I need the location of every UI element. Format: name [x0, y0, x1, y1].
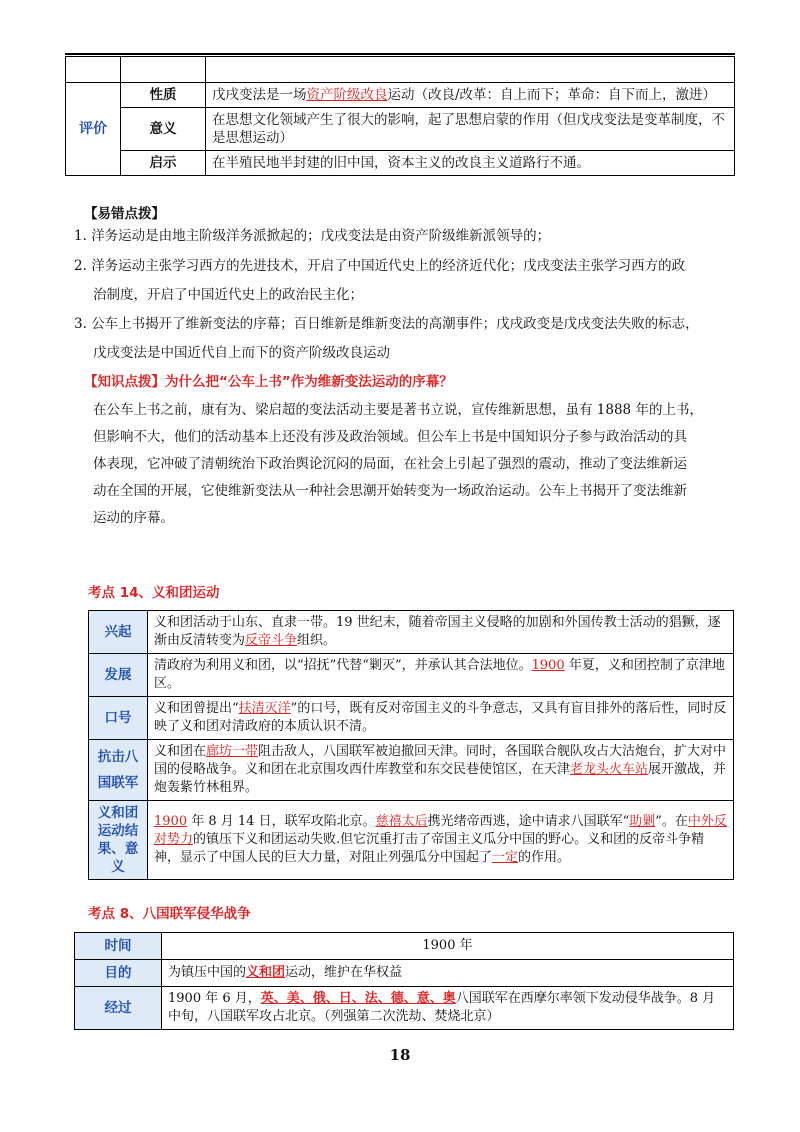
- section14-title: 考点 14、义和团运动: [88, 585, 220, 601]
- top-rule: [65, 53, 735, 55]
- table-row: 时间 1900 年: [75, 933, 734, 960]
- table-row: [66, 57, 735, 83]
- eval-nature-cell: 戊戌变法是一场资产阶级改良运动（改良/改革：自上而下；革命：自下而上，激进）: [206, 83, 735, 108]
- eval-group-label: 评价: [66, 83, 121, 176]
- knowledge-title: 【知识点拨】为什么把“公车上书”作为维新变法运动的序幕？: [84, 374, 453, 390]
- table-row: 义和团运动结果、意义 1900 年 8 月 14 日，联军攻陷北京。慈禧太后携光绪帝西逃，途中请求八国联军“助剿”。在中外反对势力的镇压下义和团运动失败.但它沉重打击了帝国主义瓜分中国的野心。义和团的反帝斗争精神，显示了中国人民的巨大力量，对阻止列强瓜分中国起了一定的作用。: [89, 801, 734, 880]
- table-row: 兴起 义和团活动于山东、直隶一带。19 世纪末，随着帝国主义侵略的加剧和外国传教士活动的猖獗，逐渐由反清转变为反帝斗争组织。: [89, 611, 734, 654]
- table-row: 目的 为镇压中国的义和团运动，维护在华权益: [75, 960, 734, 987]
- table-row: [66, 151, 735, 176]
- eval-significance-cell: 在思想文化领域产生了很大的影响，起了思想启蒙的作用（但戊戌变法是变革制度，不是思想运动）: [206, 108, 735, 151]
- error-item-2-cont: 治制度，开启了中国近代史上的政治民主化；: [93, 287, 363, 303]
- error-item-1: 1. 洋务运动是由地主阶级洋务派掀起的；戊戌变法是由资产阶级维新派领导的；: [74, 228, 551, 244]
- eval-lesson-cell: 在半殖民地半封建的旧中国，资本主义的改良主义道路行不通。: [206, 151, 735, 176]
- table-row: [66, 108, 735, 151]
- boxer-movement-table: [88, 610, 734, 880]
- evaluation-table: [65, 56, 735, 176]
- table-row: [66, 83, 735, 108]
- section8-title: 考点 8、八国联军侵华战争: [88, 906, 251, 922]
- error-item-3: 3. 公车上书揭开了维新变法的序幕；百日维新是维新变法的高潮事件；戊戌政变是戊戌变法失败的标志，: [74, 316, 699, 332]
- error-item-2: 2. 洋务运动主张学习西方的先进技术，开启了中国近代史上的经济近代化；戊戌变法主张学习西方的政: [74, 258, 686, 274]
- eval-row-label: 启示: [121, 151, 206, 176]
- errors-title: 【易错点拨】: [84, 206, 165, 222]
- page-number: 18: [389, 1046, 411, 1064]
- table-row: 抗击八国联军 义和团在廊坊一带阻击敌人，八国联军被迫撤回天津。同时，各国联合舰队攻占大沽炮台，扩大对中国的侵略战争。义和团在北京围攻西什库教堂和东交民巷使馆区，在天津老龙头火车站展开激战，并炮轰紫竹林租界。: [89, 740, 734, 801]
- eval-row-label: 意义: [121, 108, 206, 151]
- eval-row-label: 性质: [121, 83, 206, 108]
- table-row: 发展 清政府为利用义和团，以“招抚”代替“剿灭”，并承认其合法地位。1900 年夏，义和团控制了京津地区。: [89, 654, 734, 697]
- knowledge-paragraph: 在公车上书之前，康有为、梁启超的变法活动主要是著书立说，宣传维新思想，虽有 1888 年的上书， 但影响不大，他们的活动基本上还没有涉及政治领域。但公车上书是中国知识分子参与政治活动的具 体表现，它冲破了清朝统治下政治舆论沉闷的局面，在社会上引起了强烈的震动，推动了变法维新运 动在全国的开展，它使维新变法从一种社会思潮开始转变为一场政治运动。公车上书揭开了变法维新 运动的序幕。: [93, 402, 703, 526]
- table-row: 口号 义和团曾提出“扶清灭洋”的口号，既有反对帝国主义的斗争意志，又具有盲目排外的落后性，同时反映了义和团对清政府的本质认识不清。: [89, 697, 734, 740]
- table-row: 经过 1900 年 6 月，英、美、俄、日、法、德、意、奥八国联军在西摩尔率领下发动侵华战争。8 月中旬，八国联军攻占北京。（列强第二次洗劫、焚烧北京）: [75, 987, 734, 1030]
- eight-nation-table: [74, 932, 734, 1030]
- error-item-3-cont: 戊戌变法是中国近代自上而下的资产阶级改良运动: [93, 345, 390, 361]
